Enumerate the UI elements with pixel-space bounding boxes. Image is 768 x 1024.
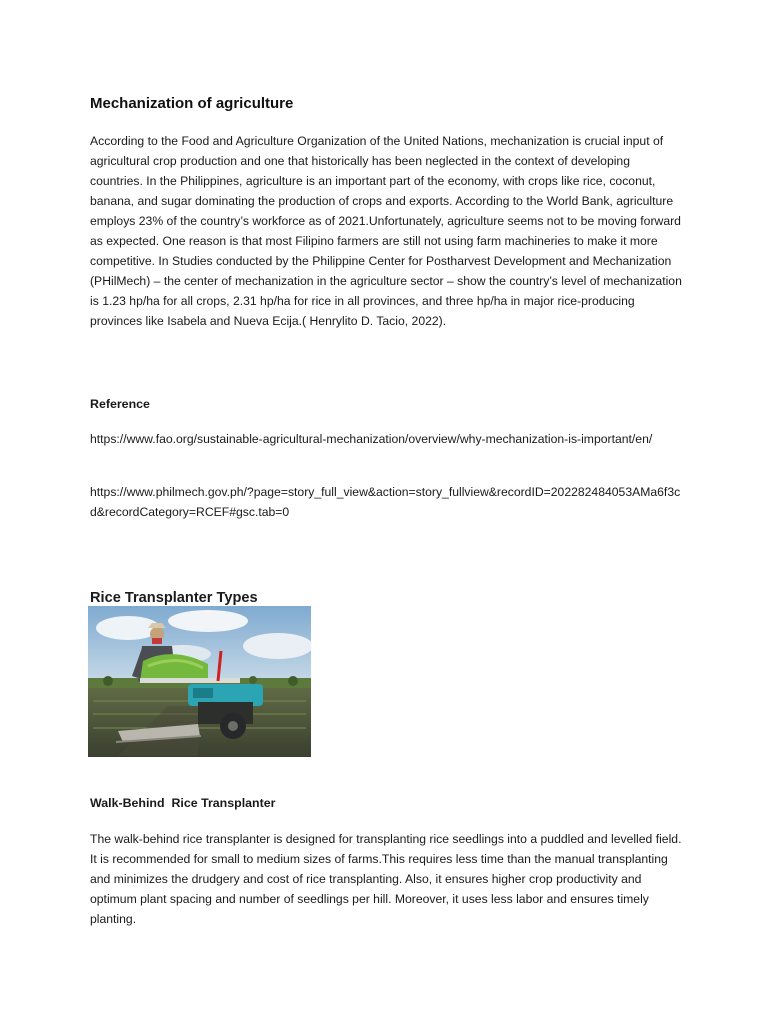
reference-link-philmech[interactable]: https://www.philmech.gov.ph/?page=story_full_view&action=story_fullview&recordID=202282484053AMa6f3cd&recordCategory=RCEF#gsc.tab=0 — [90, 485, 681, 519]
section-title-rice-transplanter-types: Rice Transplanter Types — [90, 590, 258, 606]
mechanization-paragraph: According to the Food and Agriculture Organization of the United Nations, mechanization is crucial input of agricultural crop production and one that historically has been neglected in the context of developing countries. In the Philippines, agriculture is an important part of the economy, with crops like rice, coconut, banana, and sugar dominating the production of crops and exports. According to the World Bank, agriculture employs 23% of the country’s workforce as of 2021.Unfortunately, agriculture seems not to be moving forward as expected. One reason is that most Filipino farmers are still not using farm machineries to make it more competitive. In Studies conducted by the Philippine Center for Postharvest Development and Mechanization (PHilMech) – the center of mechanization in the agriculture sector – show the country’s level of mechanization is 1.23 hp/ha for all crops, 2.31 hp/ha for rice in all provinces, and three hp/ha in major rice-producing provinces like Isabela and Nueva Ecija.( Henrylito D. Tacio, 2022). — [90, 134, 682, 328]
reference-heading: Reference — [90, 397, 150, 411]
reference-link-fao[interactable]: https://www.fao.org/sustainable-agricultural-mechanization/overview/why-mechanization-is-important/en/ — [90, 432, 653, 446]
walk-behind-paragraph: The walk-behind rice transplanter is designed for transplanting rice seedlings into a puddled and levelled field. It is recommended for small to medium sizes of farms.This requires less time than the manual transplanting and minimizes the drudgery and cost of rice transplanting. Also, it ensures higher crop productivity and optimum plant spacing and number of seedlings per hill. Moreover, it uses less labor and ensures timely planting. — [90, 832, 682, 926]
walk-behind-heading: Walk-Behind Rice Transplanter — [90, 796, 276, 810]
rice-transplanter-photo — [88, 606, 311, 757]
section-title-mechanization: Mechanization of agriculture — [90, 95, 294, 112]
